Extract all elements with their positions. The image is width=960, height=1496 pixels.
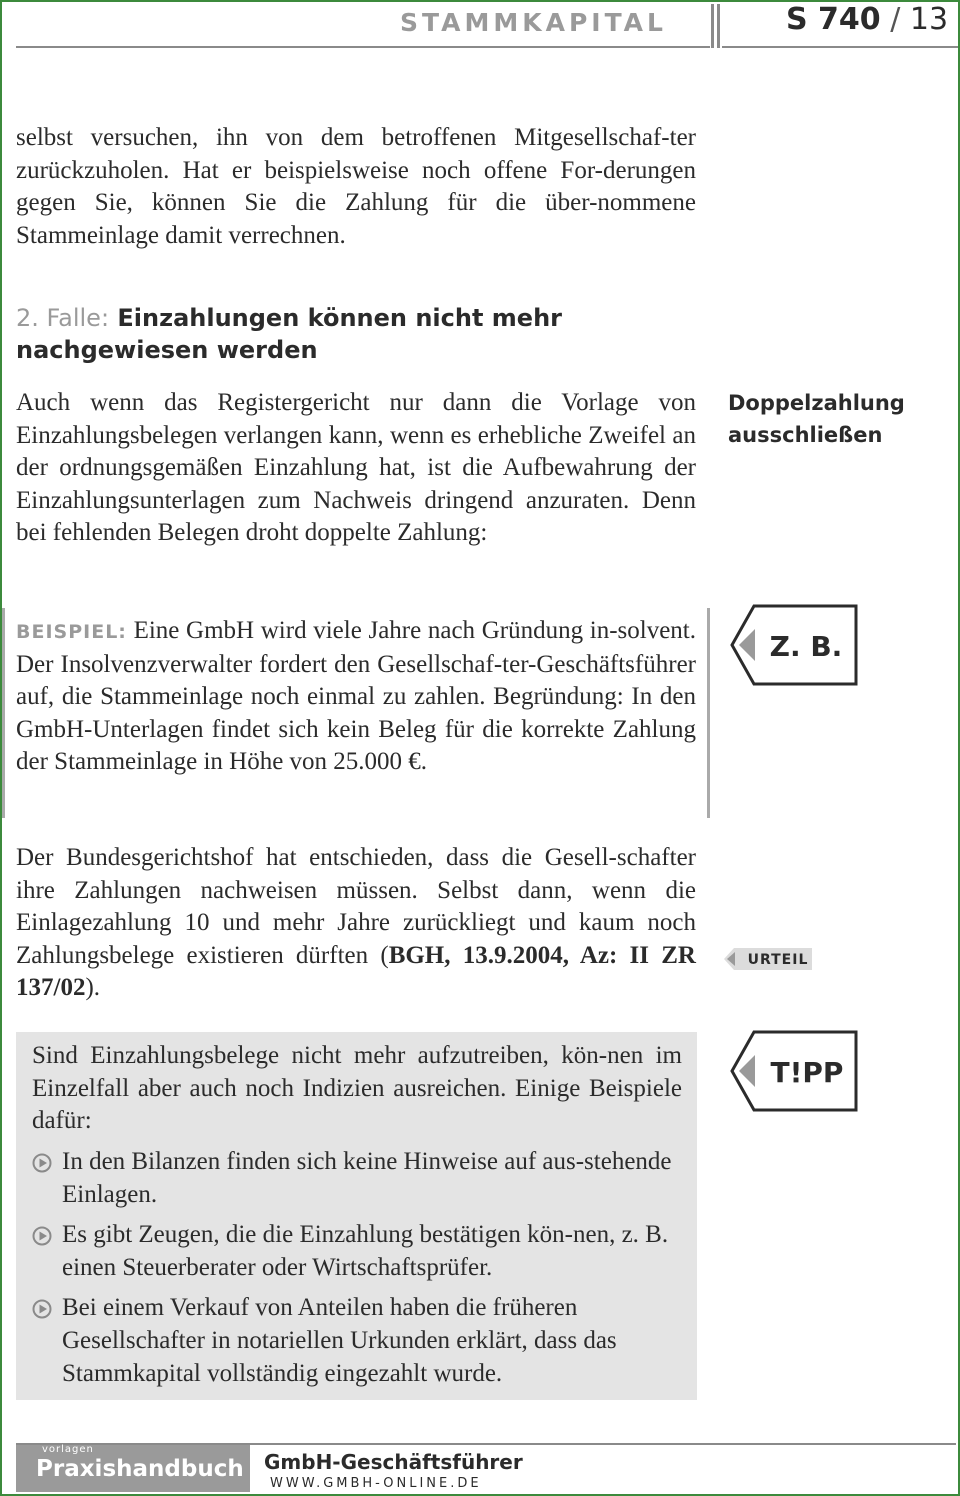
ruling-tag — [722, 946, 814, 972]
bgh-text: Der Bundesgerichtshof hat entschieden, dass die Gesell-schafter ihre Zahlungen nachweisen müssen. Selbst dann, wenn die Einlagezahlung 10 und mehr Jahre zurückliegt und kaum noch Zahlungsbelege existieren dürften ( — [16, 844, 696, 969]
ruling-tag-label: URTEIL — [747, 952, 809, 968]
tip-tag-label: T!PP — [770, 1056, 844, 1089]
play-circle-icon — [32, 1226, 52, 1246]
section-heading — [16, 302, 696, 366]
header-divider — [717, 4, 720, 48]
ruling-tag-icon — [722, 946, 814, 972]
header-rule-right — [722, 46, 958, 48]
example-block — [16, 615, 696, 779]
bgh-text-end: ). — [85, 974, 101, 1002]
example-rule-left — [2, 608, 5, 818]
header-rule-left — [16, 46, 710, 48]
footer-publication: GmbH-Geschäftsführer — [264, 1450, 523, 1474]
page-ref: S 740 — [786, 2, 881, 37]
margin-note: Doppelzahlung ausschließen — [728, 391, 905, 447]
footer-brand: Praxishandbuch — [36, 1456, 244, 1482]
bgh-paragraph — [16, 842, 696, 1005]
list-item — [32, 1219, 684, 1284]
play-circle-icon — [32, 1153, 52, 1173]
header-divider — [711, 4, 714, 48]
footer-url: WWW.GMBH-ONLINE.DE — [270, 1476, 482, 1491]
list-item — [32, 1292, 684, 1390]
tip-tag-icon — [730, 1030, 858, 1114]
footer-small-label: vorlagen — [42, 1444, 94, 1455]
example-label: BEISPIEL: — [16, 621, 127, 643]
bgh-citation: BGH, 13.9.2004, Az: II ZR 137/02 — [16, 941, 696, 1002]
bullet-text: Bei einem Verkauf von Anteilen haben die früheren Gesellschafter in notariellen Urkunden erklärt, dass das Stammkapital vollständig eingezahlt wurde. — [62, 1294, 617, 1387]
tip-box — [16, 1032, 697, 1400]
registergericht-paragraph: Auch wenn das Registergericht nur dann die Vorlage von Einzahlungsbelegen verlangen kann, wenn es erhebliche Zweifel an der ordnungsgemäßen Einzahlung hat, ist die Aufbewahrung der Einzahlungsunterlagen zum Nachweis dringend anzuraten. Denn bei fehlenden Belegen droht doppelte Zahlung: — [16, 389, 696, 547]
tip-tag — [730, 1030, 858, 1114]
example-tag-label: Z. B. — [769, 630, 843, 663]
example-tag-icon — [730, 604, 858, 688]
section-number: 2. Falle: — [16, 304, 110, 332]
play-circle-icon — [32, 1299, 52, 1319]
bullet-text: In den Bilanzen finden sich keine Hinweise auf aus-stehende Einlagen. — [62, 1148, 672, 1208]
example-text: Eine GmbH wird viele Jahre nach Gründung in-solvent. Der Insolvenzverwalter fordert den Gesellschaf-ter-Geschäftsführer auf, die Stammeinlage noch einmal zu zahlen. Begründung: In den GmbH-Unterlagen findet sich kein Beleg für die korrekte Zahlung der Stammeinlage in Höhe von 25.000 €. — [16, 617, 696, 776]
intro-paragraph: selbst versuchen, ihn von dem betroffenen Mitgesellschaf-ter zurückzuholen. Hat er beispielsweise noch offene For-derungen gegen Sie, können Sie die Zahlung für die über-nommene Stammeinlage damit verrechnen. — [16, 124, 696, 249]
bullet-text: Es gibt Zeugen, die die Einzahlung bestätigen kön-nen, z. B. einen Steuerberater oder Wirtschaftsprüfer. — [62, 1221, 669, 1281]
section-title: STAMMKAPITAL — [400, 8, 667, 37]
example-rule-right — [707, 608, 710, 818]
example-tag — [730, 604, 858, 688]
page-separator: / — [890, 2, 901, 37]
list-item — [32, 1146, 684, 1211]
page-number: 13 — [909, 2, 949, 37]
tip-intro: Sind Einzahlungsbelege nicht mehr aufzutreiben, kön-nen im Einzelfall aber auch noch Indizien ausreichen. Einige Beispiele dafür: — [32, 1042, 682, 1135]
section-heading-text: Einzahlungen können nicht mehr nachgewiesen werden — [16, 304, 562, 364]
tip-list — [32, 1146, 684, 1398]
page-reference — [786, 2, 948, 37]
